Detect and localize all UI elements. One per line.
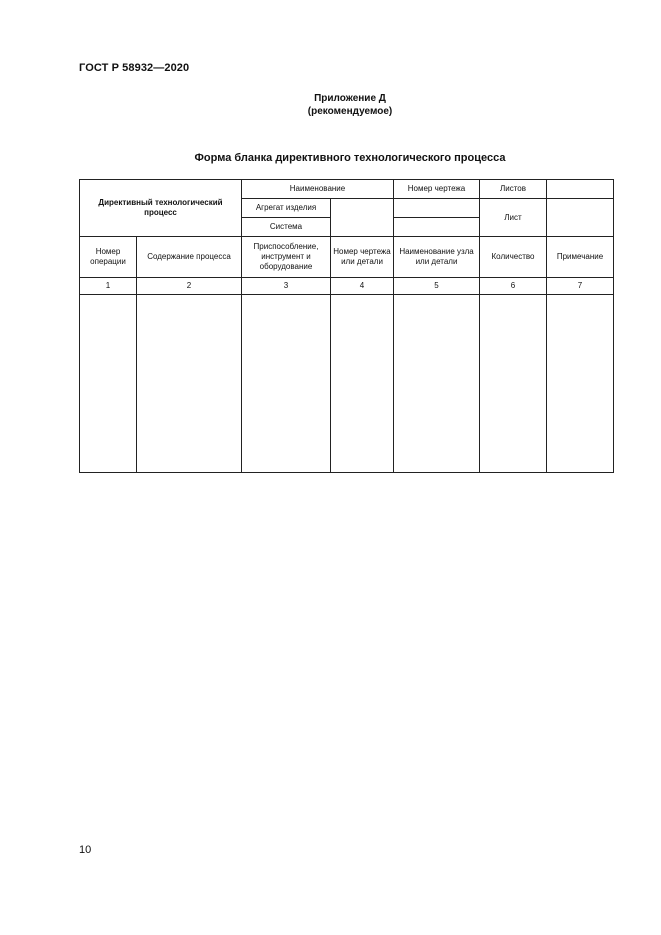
sheet-label-cell: Лист <box>480 199 547 237</box>
column-number-row <box>80 278 614 295</box>
column-header: Номер чертежа или детали <box>331 237 394 278</box>
system-drawing-cell <box>394 218 480 237</box>
name-header-cell: Наименование <box>242 180 394 199</box>
appendix-title: Приложение Д <box>314 93 386 104</box>
column-number: 3 <box>242 278 331 295</box>
drawing-number-header-cell: Номер чертежа <box>394 180 480 199</box>
column-header: Содержание процесса <box>137 237 242 278</box>
product-unit-value-cell <box>331 199 394 237</box>
sheets-value-cell <box>547 180 614 199</box>
body-cell <box>137 295 242 473</box>
column-number: 7 <box>547 278 614 295</box>
column-header: Приспособление, инструмент и оборудование <box>242 237 331 278</box>
body-cell <box>480 295 547 473</box>
system-label-cell: Система <box>242 218 331 237</box>
header-row-1 <box>80 180 614 199</box>
column-number: 1 <box>80 278 137 295</box>
body-cell <box>80 295 137 473</box>
appendix-heading <box>200 92 500 118</box>
column-header: Количество <box>480 237 547 278</box>
appendix-subtitle: (рекомендуемое) <box>307 106 393 117</box>
column-header: Номер операции <box>80 237 137 278</box>
body-row <box>80 295 614 473</box>
sheets-label-cell: Листов <box>480 180 547 199</box>
body-cell <box>394 295 480 473</box>
drawing-number-value-cell <box>394 199 480 218</box>
column-number: 4 <box>331 278 394 295</box>
column-header-row <box>80 237 614 278</box>
body-cell <box>331 295 394 473</box>
sheet-value-cell <box>547 199 614 237</box>
body-cell <box>242 295 331 473</box>
column-number: 2 <box>137 278 242 295</box>
page-number: 10 <box>79 844 92 856</box>
column-number: 6 <box>480 278 547 295</box>
directive-process-cell: Директивный технологический процесс <box>80 180 242 237</box>
form-title: Форма бланка директивного технологического процесса <box>194 152 506 164</box>
process-form-table <box>79 179 614 473</box>
standard-header: ГОСТ Р 58932—2020 <box>79 62 190 74</box>
column-header: Наименование узла или детали <box>394 237 480 278</box>
body-cell <box>547 295 614 473</box>
column-header: Примечание <box>547 237 614 278</box>
product-unit-label-cell: Агрегат изделия <box>242 199 331 218</box>
column-number: 5 <box>394 278 480 295</box>
